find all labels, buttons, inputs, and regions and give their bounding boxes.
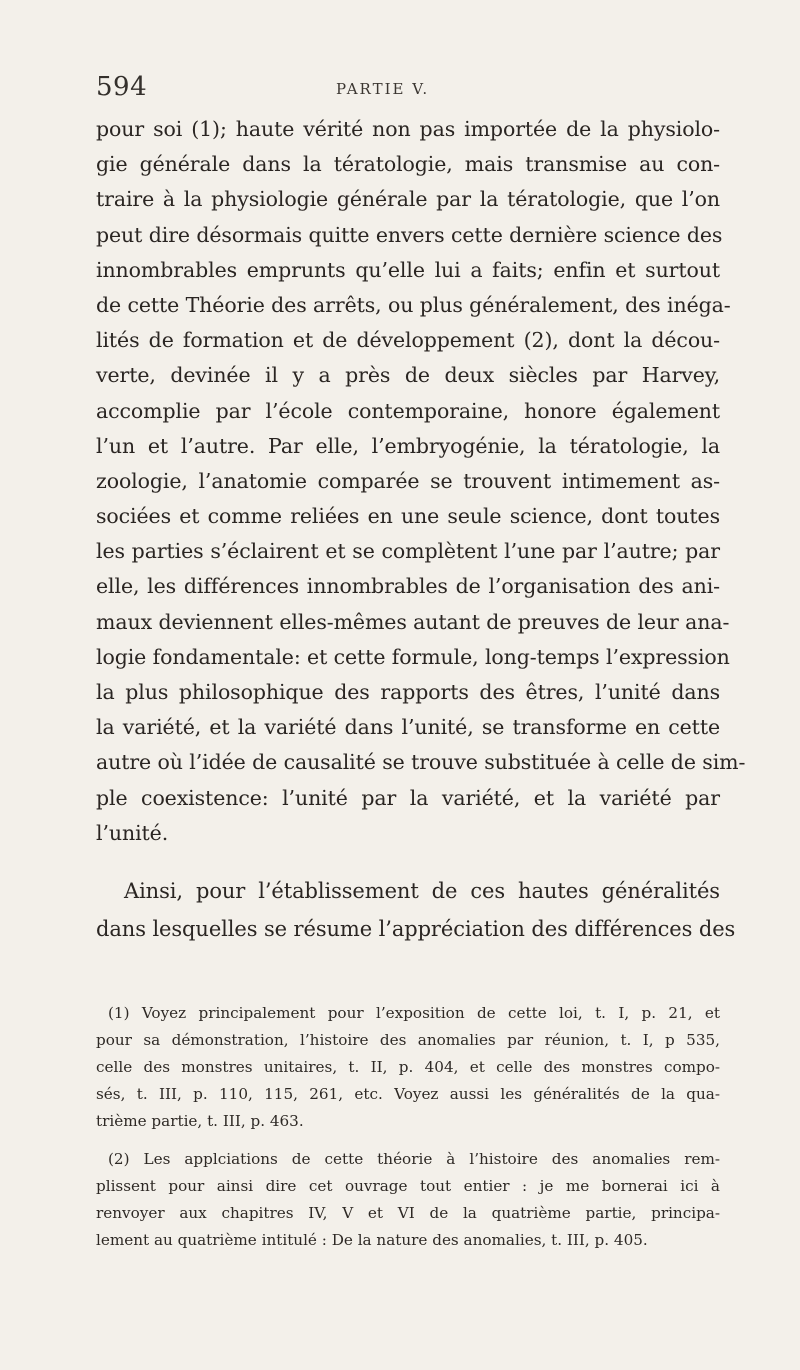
text-line: les parties s’éclairent et se complètent l’une par l’autre; par (96, 539, 720, 564)
text-line: la variété, et la variété dans l’unité, se transforme en cette (96, 715, 720, 740)
text-line: lités de formation et de développement (2), dont la décou- (96, 328, 720, 353)
text-line: dans lesquelles se résume l’appréciation des différences des (96, 917, 736, 941)
footnote-line: renvoyer aux chapitres IV, V et VI de la quatrième partie, principa- (96, 1204, 720, 1222)
text-line: traire à la physiologie générale par la tératologie, que l’on (96, 187, 720, 212)
text-line: pour soi (1); haute vérité non pas importée de la physiolo- (96, 117, 720, 141)
text-line: de cette Théorie des arrêts, ou plus généralement, des inéga- (96, 292, 731, 317)
text-line: ple coexistence: l’unité par la variété, et la variété par (96, 785, 720, 810)
footnote-spacer (96, 1135, 720, 1146)
text-line: maux deviennent elles-mêmes autant de preuves de leur ana- (96, 609, 730, 634)
footnote-line: pour sa démonstration, l’histoire des anomalies par réunion, t. I, p 535, (96, 1031, 720, 1049)
page-header (96, 72, 716, 102)
text-line: gie générale dans la tératologie, mais transmise au con- (96, 152, 720, 177)
text-line: sociées et comme reliées en une seule science, dont toutes (96, 504, 720, 529)
footnote-line: trième partie, t. III, p. 463. (96, 1112, 304, 1130)
main-paragraph (96, 112, 746, 851)
text-line: logie fondamentale: et cette formule, long-temps l’expression (96, 644, 730, 669)
text-line: l’unité. (96, 820, 169, 845)
footnote-line: (1) Voyez principalement pour l’exposition de cette loi, t. I, p. 21, et (108, 1004, 720, 1022)
page-number: 594 (96, 72, 148, 102)
text-line: zoologie, l’anatomie comparée se trouvent intimement as- (96, 468, 720, 493)
running-head: PARTIE V. (336, 80, 430, 98)
text-line: autre où l’idée de causalité se trouve substituée à celle de sim- (96, 750, 746, 775)
text-line: l’un et l’autre. Par elle, l’embryogénie, la tératologie, la (96, 433, 720, 458)
text-line: verte, devinée il y a près de deux siècles par Harvey, (96, 363, 720, 388)
footnote-line: lement au quatrième intitulé : De la nature des anomalies, t. III, p. 405. (96, 1231, 648, 1249)
second-paragraph (96, 872, 736, 948)
footnote-1 (96, 1000, 720, 1135)
footnotes (96, 1000, 720, 1254)
footnote-2 (96, 1146, 720, 1254)
text-line: peut dire désormais quitte envers cette dernière science des (96, 222, 723, 247)
text-line: accomplie par l’école contemporaine, honore également (96, 398, 720, 423)
footnote-line: sés, t. III, p. 110, 115, 261, etc. Voyez aussi les généralités de la qua- (96, 1085, 720, 1103)
footnote-line: (2) Les applciations de cette théorie à l’histoire des anomalies rem- (108, 1150, 720, 1168)
text-line: elle, les différences innombrables de l’organisation des ani- (96, 574, 720, 599)
text-line: Ainsi, pour l’établissement de ces hautes généralités (124, 879, 720, 903)
footnote-line: celle des monstres unitaires, t. II, p. 404, et celle des monstres compo- (96, 1058, 720, 1076)
text-line: la plus philosophique des rapports des êtres, l’unité dans (96, 680, 720, 704)
text-line: innombrables emprunts qu’elle lui a faits; enfin et surtout (96, 257, 720, 282)
footnote-line: plissent pour ainsi dire cet ouvrage tout entier : je me bornerai ici à (96, 1177, 720, 1195)
